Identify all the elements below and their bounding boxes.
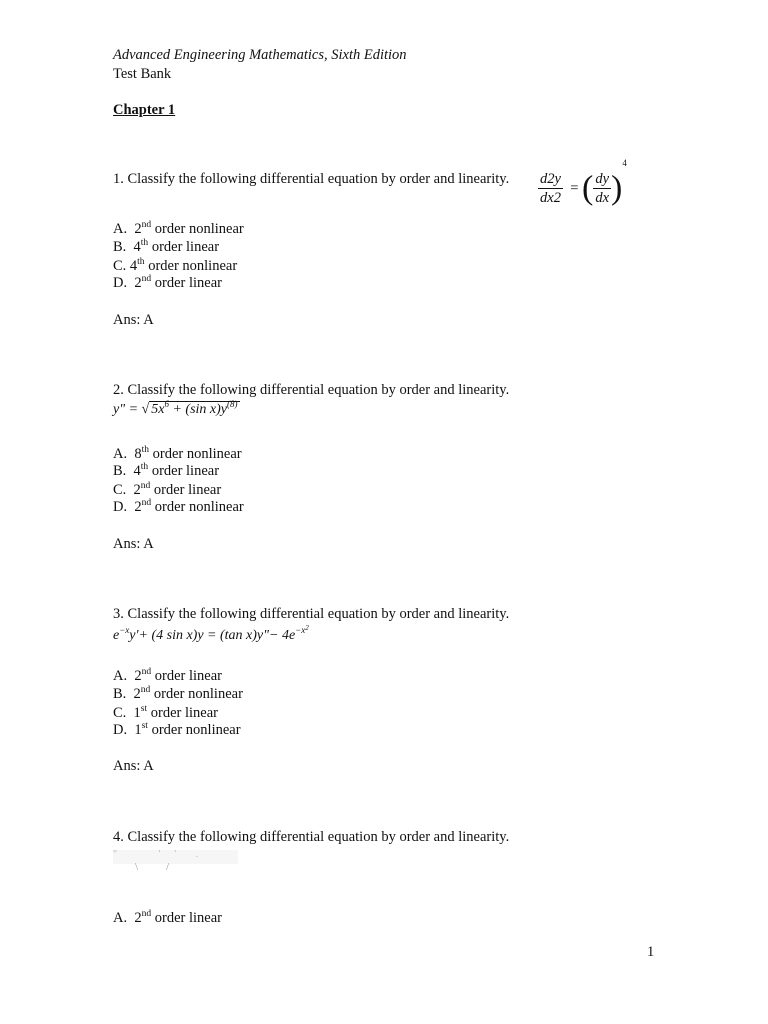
q2-option-d: D. 2nd order nonlinear xyxy=(113,498,244,515)
q1-option-a: A. 2nd order nonlinear xyxy=(113,220,244,237)
question-1-prompt: 1. Classify the following differential equation by order and linearity. xyxy=(113,171,510,187)
q2-option-b: B. 4th order linear xyxy=(113,462,220,479)
question-2-equation: y" = √ $5x^6 + (\sin$ $x)y^{(8)}$ xyxy=(113,399,238,417)
question-3-prompt: 3. Classify the following differential equation by order and linearity. xyxy=(113,606,510,622)
chapter-heading: Chapter 1 xyxy=(113,102,176,118)
test-bank-label: Test Bank xyxy=(113,66,172,82)
book-title: Advanced Engineering Mathematics, Sixth Edition xyxy=(113,47,407,63)
q1-option-c: C. 4th order nonlinear xyxy=(113,257,238,274)
q3-option-d: D. 1st order nonlinear xyxy=(113,721,241,738)
q1-option-d: D. 2nd order linear xyxy=(113,274,222,291)
q4-option-a: A. 2nd order linear xyxy=(113,909,222,926)
question-1-equation: $\frac{d2y}{dx2}$ = ( $\frac{dy}{dx}$ )$^4$ xyxy=(540,158,627,207)
q3-option-c: C. 1st order linear xyxy=(113,704,218,721)
question-2-prompt: 2. Classify the following differential equation by order and linearity. xyxy=(113,382,510,398)
q2-answer: Ans: A xyxy=(113,536,154,552)
q3-answer: Ans: A xyxy=(113,758,154,774)
page-number: 1 xyxy=(647,944,655,960)
q2-option-c: C. 2nd order linear xyxy=(113,481,222,498)
q3-option-b: B. 2nd order nonlinear xyxy=(113,685,243,702)
q1-answer: Ans: A xyxy=(113,312,154,328)
question-3-equation: $e^{-x}y'+ (4$ sin x)y = (tan x)y"− $4e^{-x^2}$ xyxy=(113,624,309,643)
q3-option-a: A. 2nd order linear xyxy=(113,667,222,684)
question-4-prompt: 4. Classify the following differential equation by order and linearity. xyxy=(113,829,510,845)
q1-option-b: B. 4th order linear xyxy=(113,238,220,255)
q2-option-a: A. 8th order nonlinear xyxy=(113,445,242,462)
